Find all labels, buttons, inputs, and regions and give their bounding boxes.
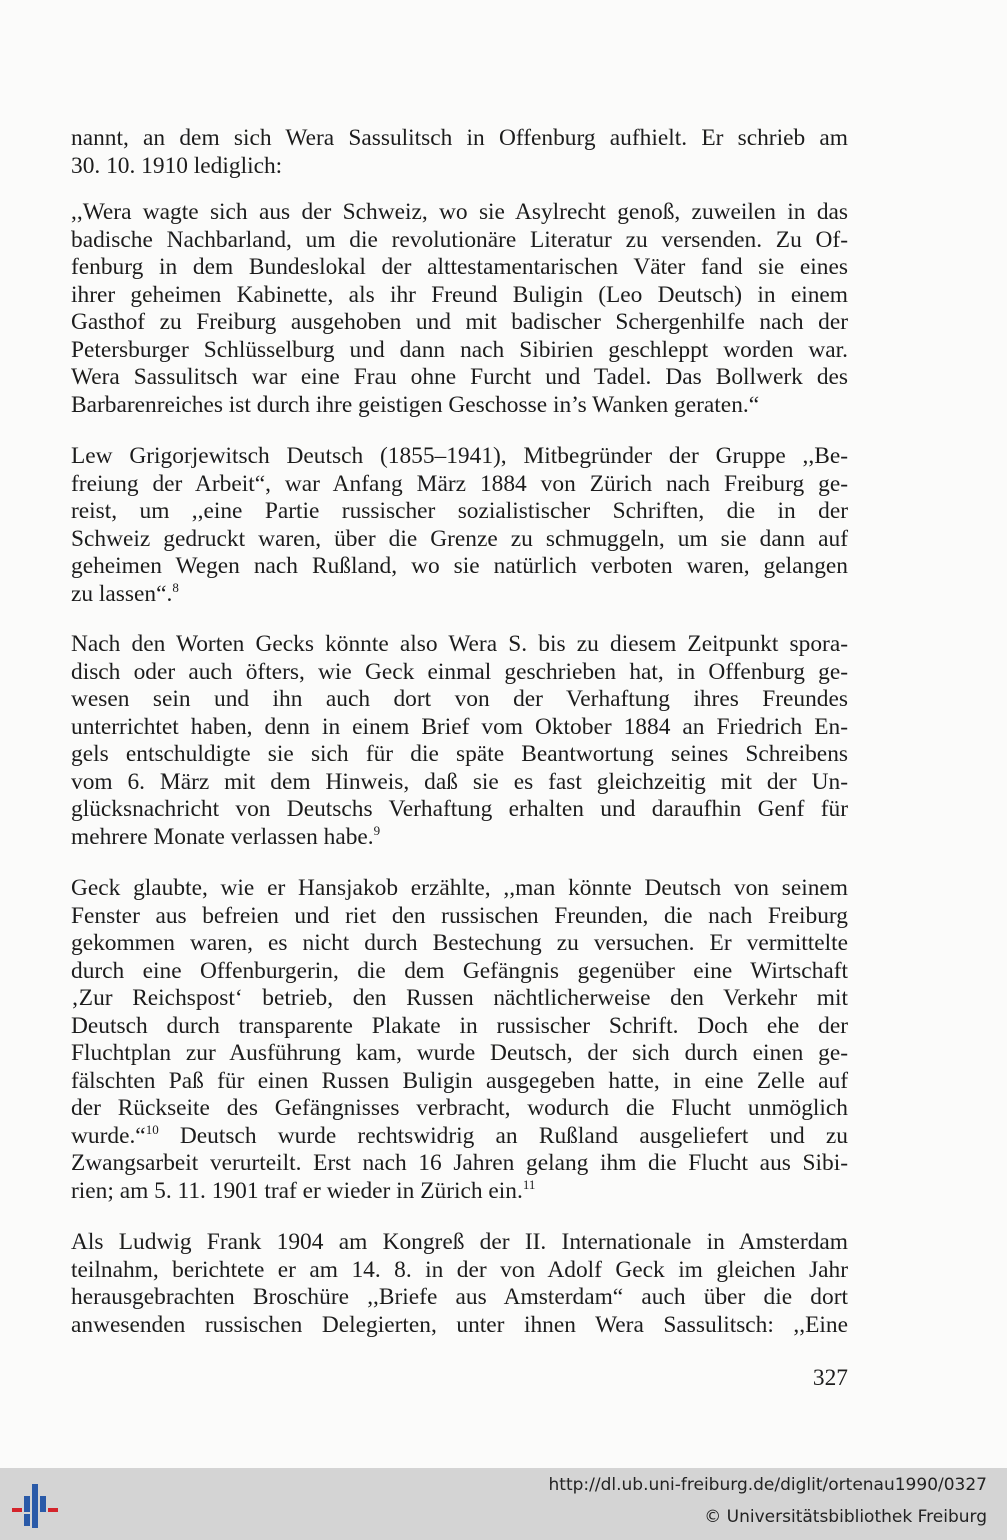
ub-freiburg-logo-icon — [10, 1480, 64, 1530]
text-line: gels entschuldigte sie sich für die späte Beantwortung seines Schreibens — [71, 741, 848, 767]
footnote-marker: 11 — [522, 1176, 536, 1192]
text-line — [71, 1123, 848, 1151]
text-line: disch oder auch öfters, wie Geck einmal geschrieben hat, in Offenburg ge- — [71, 658, 848, 685]
paragraph-1 — [71, 125, 848, 180]
line-text: rien; am 5. 11. 1901 traf er wieder in Zürich ein. — [71, 1177, 523, 1204]
text-line: gekommen waren, es nicht durch Bestechung zu versuchen. Er vermittelte — [71, 930, 848, 956]
text-line: glücksnachricht von Deutschs Verhaftung erhalten und daraufhin Genf für — [71, 796, 848, 822]
text-line: badische Nachbarland, um die revolutionäre Literatur zu versenden. Zu Of- — [71, 226, 848, 253]
text-line: ihrer geheimen Kabinette, als ihr Freund Buligin (Leo Deutsch) in einem — [71, 281, 848, 308]
text-line: Lew Grigorjewitsch Deutsch (1855–1941), Mitbegründer der Gruppe ,,Be- — [71, 443, 848, 469]
footnote-marker: 8 — [172, 579, 179, 595]
text-line: ‚Zur Reichspost‘ betrieb, den Russen nächtlicherweise den Verkehr mit — [71, 985, 848, 1011]
paragraph-4 — [71, 631, 848, 851]
text-line: anwesenden russischen Delegierten, unter ihnen Wera Sassulitsch: ,,Eine — [71, 1311, 848, 1338]
text-line: 30. 10. 1910 lediglich: — [71, 152, 283, 179]
page-number: 327 — [812, 1365, 848, 1391]
line-text: Deutsch wurde rechtswidrig an Rußland ausgeliefert und zu — [158, 1122, 848, 1149]
text-line: Fenster aus befreien und riet den russischen Freunden, die nach Freiburg — [71, 902, 848, 929]
text-line — [71, 581, 848, 609]
text-line: Deutsch durch transparente Plakate in russischer Schrift. Doch ehe der — [71, 1012, 848, 1039]
text-line: der Rückseite des Gefängnisses verbracht, wodurch die Flucht unmöglich — [71, 1095, 848, 1121]
text-line: wesen sein und ihn auch dort von der Verhaftung ihres Freundes — [71, 686, 848, 712]
text-line: herausgebrachten Broschüre ,,Briefe aus Amsterdam“ auch über die dort — [71, 1284, 848, 1310]
text-line: Wera Sassulitsch war eine Frau ohne Furcht und Tadel. Das Bollwerk des — [71, 364, 848, 390]
paragraph-3 — [71, 443, 848, 608]
text-line: Schweiz gedruckt waren, über die Grenze zu schmuggeln, um sie dann auf — [71, 525, 848, 552]
text-line: vom 6. März mit dem Hinweis, daß sie es fast gleichzeitig mit der Un- — [71, 768, 848, 795]
footnote-marker: 9 — [373, 822, 381, 838]
text-line: unterrichtet haben, denn in einem Brief vom Oktober 1884 an Friedrich En- — [71, 713, 848, 740]
text-line: freiung der Arbeit“, war Anfang März 1884 von Zürich nach Freiburg ge- — [71, 470, 848, 497]
line-text: wurde.“ — [71, 1122, 146, 1149]
text-line: Nach den Worten Gecks könnte also Wera S. bis zu diesem Zeitpunkt spora- — [71, 631, 848, 657]
line-text: zu lassen“. — [71, 580, 173, 607]
copyright-text: © Universitätsbibliothek Freiburg — [704, 1507, 987, 1527]
text-line: durch eine Offenburgerin, die dem Gefängnis gegenüber eine Wirtschaft — [71, 957, 848, 984]
line-text: mehrere Monate verlassen habe. — [71, 823, 374, 850]
paragraph-2-quote — [71, 199, 848, 419]
text-line: nannt, an dem sich Wera Sassulitsch in Offenburg aufhielt. Er schrieb am — [71, 125, 848, 151]
text-line: fälschten Paß für einen Russen Buligin ausgegeben hatte, in eine Zelle auf — [71, 1067, 848, 1094]
paragraph-5 — [71, 875, 848, 1205]
text-line: Barbarenreiches ist durch ihre geistigen Geschosse in’s Wanken geraten.“ — [71, 391, 760, 418]
text-line: reist, um ,,eine Partie russischer sozialistischer Schriften, die in der — [71, 498, 848, 524]
paragraph-6 — [71, 1229, 848, 1339]
text-line: Petersburger Schlüsselburg und dann nach Sibirien geschleppt worden war. — [71, 336, 848, 363]
text-line — [71, 824, 848, 852]
text-line: Gasthof zu Freiburg ausgehoben und mit badischer Schergenhilfe nach der — [71, 309, 848, 335]
footnote-marker: 10 — [145, 1121, 159, 1137]
text-line: Geck glaubte, wie er Hansjakob erzählte, ,,man könnte Deutsch von seinem — [71, 875, 848, 901]
text-line: teilnahm, berichtete er am 14. 8. in der von Adolf Geck im gleichen Jahr — [71, 1256, 848, 1283]
text-line: fenburg in dem Bundeslokal der alttestamentarischen Väter fand sie eines — [71, 254, 848, 280]
text-line: Fluchtplan zur Ausführung kam, wurde Deutsch, der sich durch einen ge- — [71, 1040, 848, 1066]
text-line: ,,Wera wagte sich aus der Schweiz, wo sie Asylrecht genoß, zuweilen in das — [71, 199, 848, 225]
permalink-url[interactable]: http://dl.ub.uni-freiburg.de/diglit/ortenau1990/0327 — [548, 1475, 987, 1495]
text-line: Zwangsarbeit verurteilt. Erst nach 16 Jahren gelang ihm die Flucht aus Sibi- — [71, 1150, 848, 1176]
text-line: Als Ludwig Frank 1904 am Kongreß der II. Internationale in Amsterdam — [71, 1229, 848, 1255]
text-line: geheimen Wegen nach Rußland, wo sie natürlich verboten waren, gelangen — [71, 553, 848, 579]
viewer-footer — [0, 1468, 1007, 1540]
text-line — [71, 1178, 848, 1206]
